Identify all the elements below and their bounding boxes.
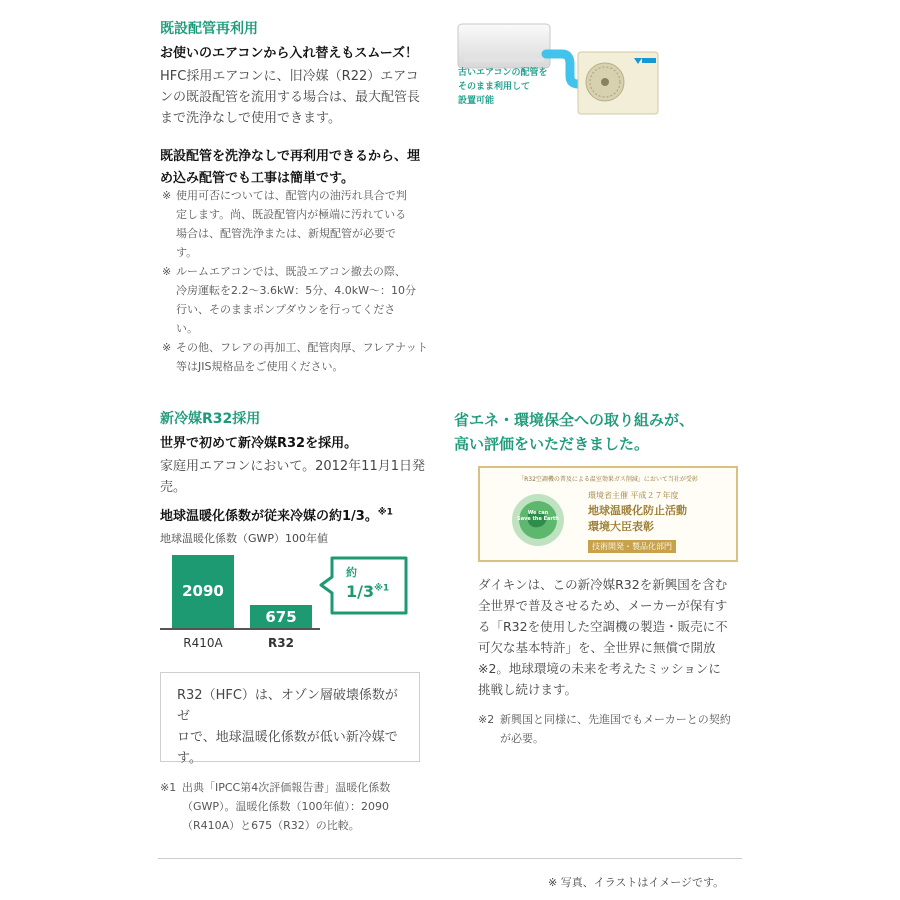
text-line: い。 [176, 322, 198, 335]
note-mark: ※ [162, 189, 172, 202]
r32-bold-line [160, 505, 393, 524]
callout-main-line [346, 582, 389, 601]
note-mark: ※ [162, 265, 172, 278]
award-lines [588, 490, 687, 553]
award-line-2: 地球温暖化防止活動 [588, 504, 687, 517]
text-line: 省エネ・環境保全への取り組みが、 [454, 411, 695, 429]
text-line: そのまま利用して [458, 82, 531, 92]
reuse-body [160, 66, 430, 129]
award-certificate [478, 466, 738, 562]
x-axis-line [160, 628, 320, 630]
superscript: ※1 [377, 507, 393, 518]
callout-top: 約 [346, 566, 357, 579]
text-line: 場合は、配管洗浄または、新規配管が必要で [176, 227, 396, 240]
text-line: （R410A）と675（R32）の比較。 [182, 819, 360, 832]
text-line: 等はJIS規格品をご使用ください。 [176, 360, 344, 373]
text-line: 定します。尚、既設配管内が極端に汚れている [176, 208, 407, 221]
text-line: 売。 [160, 480, 187, 495]
r32-subtitle: 世界で初めて新冷媒R32を採用。 [160, 436, 358, 451]
text-line: 行い、そのままポンプダウンを行ってくださ [176, 303, 396, 316]
text-line: ンの既設配管を流用する場合は、最大配管長 [160, 90, 421, 105]
text-line: 設置可能 [458, 96, 495, 106]
text-line: す。 [177, 751, 202, 766]
r32-body [160, 456, 430, 498]
text-line: ロで、地球温暖化係数が低い新冷媒で [177, 730, 398, 745]
illustration-caption [458, 66, 548, 108]
text-line: まで洗浄なしで使用できます。 [160, 111, 341, 126]
text-line: 新興国と同様に、先進国でもメーカーとの契約 [500, 713, 731, 726]
reuse-bold-text [160, 146, 420, 190]
chart-caption: 地球温暖化係数（GWP）100年値 [160, 532, 329, 545]
text-line: 使用可否については、配管内の油汚れ具合で判 [176, 189, 407, 202]
bar-value-label: 675 [265, 608, 297, 626]
text-line: HFC採用エアコンに、旧冷媒（R22）エアコ [160, 69, 419, 84]
note-item [162, 262, 432, 338]
text-line: （GWP）。温暖化係数（100年値）：2090 [182, 800, 390, 813]
text-line: ※2。地球環境の未来を考えたミッションに [478, 661, 721, 676]
note-mark: ※1 [160, 781, 177, 794]
award-banner: 「R32空調機の普及による温室効果ガス削減」において当社が受彰 [518, 476, 698, 483]
text-line: 高い評価をいただきました。 [454, 435, 650, 453]
text-line: 出典「IPCC第4次評価報告書」温暖化係数 [182, 781, 391, 794]
reuse-notes [162, 186, 432, 376]
text-line: Save the Earth [517, 516, 559, 522]
footnote-1 [160, 778, 430, 835]
text-line: 可欠な基本特許」を、全世界に無償で開放 [478, 640, 716, 655]
note-item [478, 710, 748, 748]
text-line: る「R32を使用した空調機の製造・販売に不 [478, 619, 728, 634]
text-line: 冷房運転を2.2～3.6kW：5分、4.0kW～：10分 [176, 284, 416, 297]
note-item [162, 338, 432, 376]
text-line: We can [527, 510, 549, 516]
indoor-unit [458, 24, 550, 68]
text-line: め込み配管でも工事は簡単です。 [160, 171, 354, 186]
note-mark: ※2 [478, 713, 495, 726]
note-mark: ※ [162, 341, 172, 354]
callout-text [346, 564, 389, 601]
text-line: 家庭用エアコンにおいて。2012年11月1日発 [160, 459, 425, 474]
award-line-3: 環境大臣表彰 [588, 520, 654, 533]
award-body [478, 574, 748, 700]
text-line: 古いエアコンの配管を [458, 68, 548, 78]
callout-main: 1/3 [346, 582, 375, 601]
logo-text [512, 510, 564, 522]
bar-r410a [172, 555, 234, 628]
text-line: す。 [176, 246, 198, 259]
reuse-title: 既設配管再利用 [160, 21, 258, 37]
text-line: R32（HFC）は、オゾン層破壊係数がゼ [177, 688, 398, 724]
footnote-2 [478, 710, 748, 748]
r32-title: 新冷媒R32採用 [160, 411, 261, 427]
superscript: ※1 [374, 583, 390, 594]
bar-value-label: 2090 [182, 582, 224, 600]
footer-divider [158, 858, 742, 859]
bold-text: 地球温暖化係数が従来冷媒の約1/3。 [160, 509, 378, 524]
reuse-subtitle: お使いのエアコンから入れ替えもスムーズ！ [160, 46, 419, 61]
x-tick-label: R32 [268, 636, 294, 650]
r32-info-box [160, 672, 420, 766]
x-tick-label: R410A [183, 636, 223, 650]
text-line: ルームエアコンでは、既設エアコン撤去の際、 [176, 265, 406, 278]
text-line: 全世界で普及させるため、メーカーが保有す [478, 598, 728, 613]
text-line: 挑戦し続けます。 [478, 682, 578, 697]
gwp-bar-chart [160, 550, 320, 660]
bar-r32 [250, 605, 312, 628]
text-line: その他、フレアの再加工、配管肉厚、フレアナット [176, 341, 428, 354]
note-item [162, 186, 432, 262]
note-item [160, 778, 430, 835]
text-line: が必要。 [500, 732, 544, 745]
text-line: ダイキンは、この新冷媒R32を新興国を含む [478, 577, 728, 592]
award-title [454, 408, 694, 456]
footer-note: ※ 写真、イラストはイメージです。 [548, 876, 725, 889]
award-line-1: 環境省主催 平成２７年度 [588, 491, 679, 500]
info-box-text [177, 685, 403, 769]
text-line: 既設配管を洗浄なしで再利用できるから、埋 [160, 149, 421, 164]
award-tag: 技術開発・製品化部門 [588, 540, 676, 553]
